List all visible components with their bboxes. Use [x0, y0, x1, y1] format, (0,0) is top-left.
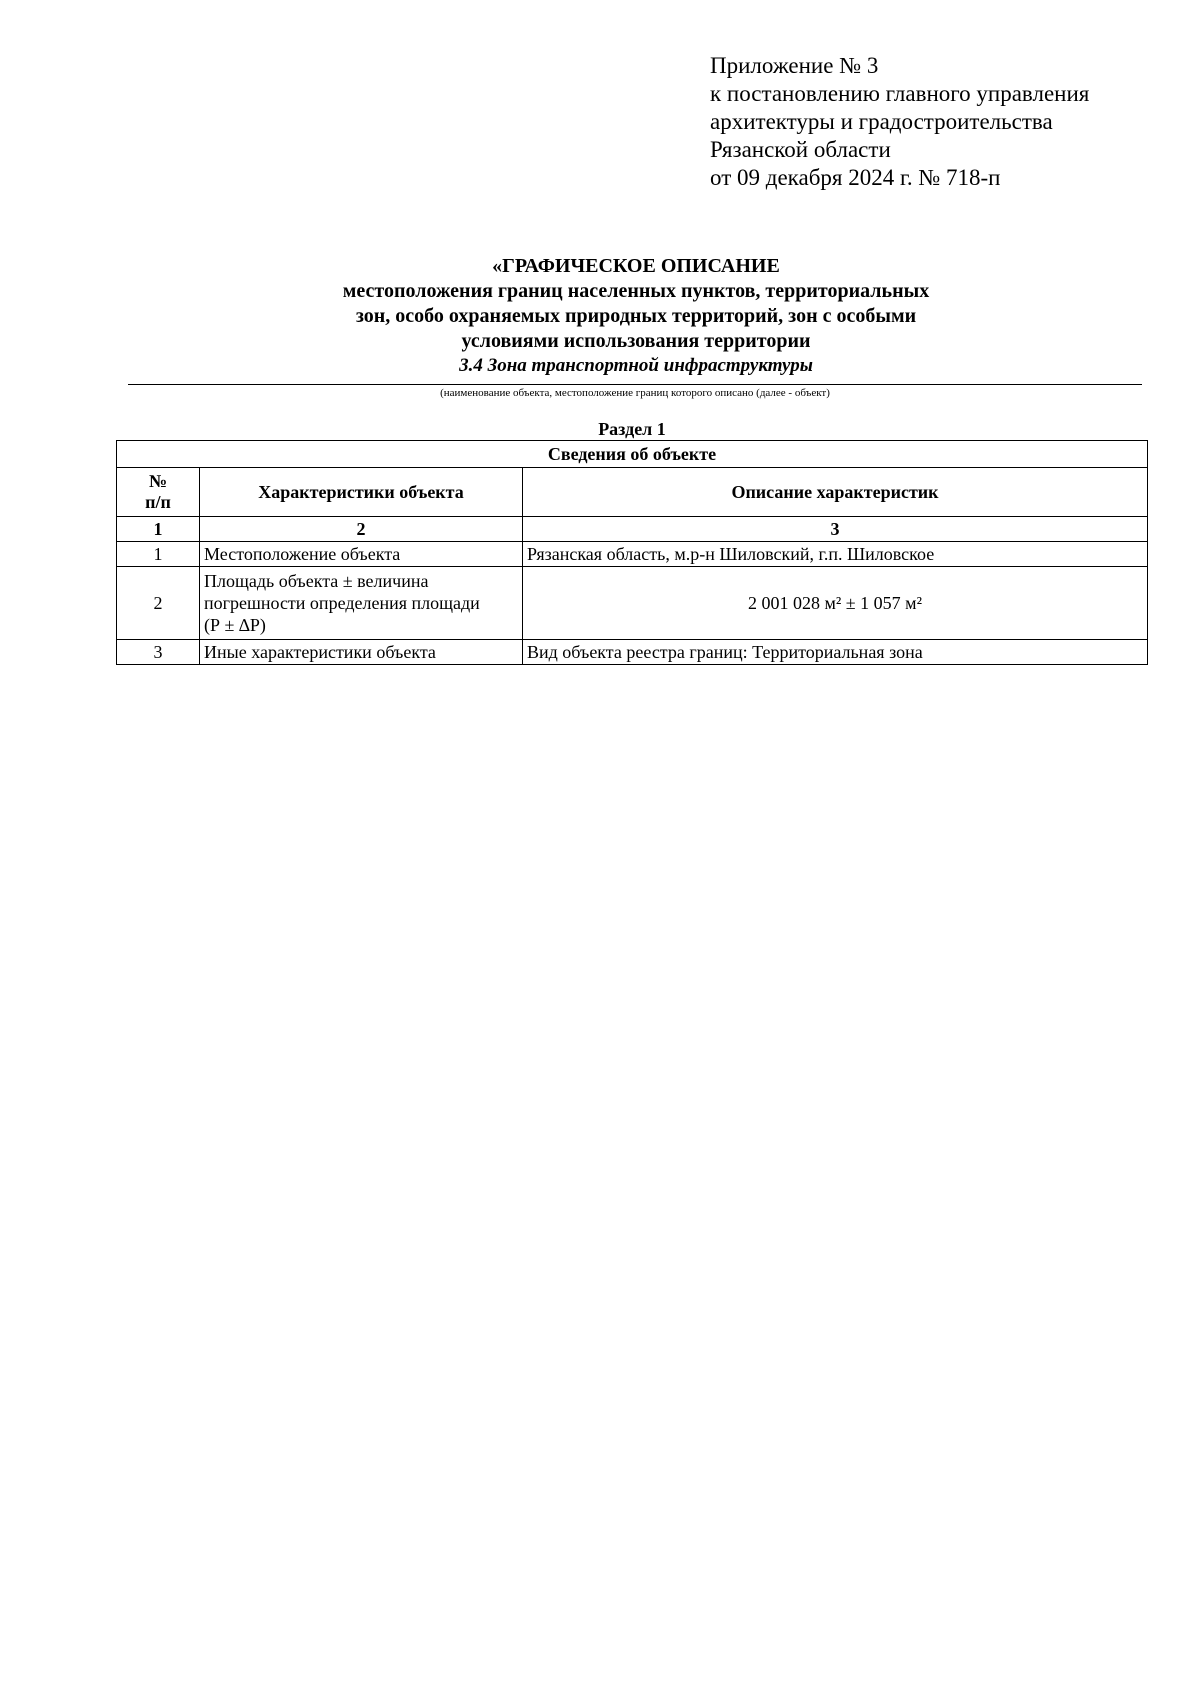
row-description: Рязанская область, м.р-н Шиловский, г.п. Шиловское [523, 542, 1148, 567]
row-description: 2 001 028 м² ± 1 057 м² [523, 567, 1148, 640]
row-characteristic [200, 567, 523, 640]
appendix-line: Рязанской области [710, 137, 891, 162]
table-header-row [117, 468, 1148, 517]
object-name-underline [128, 384, 1142, 385]
table-row [117, 567, 1148, 640]
appendix-header [710, 52, 1089, 192]
header-num [117, 468, 200, 517]
object-name-caption: (наименование объекта, местоположение границ которого описано (далее - объект) [440, 387, 830, 399]
row-characteristic: Иные характеристики объекта [200, 640, 523, 665]
header-num-line: п/п [145, 492, 171, 512]
column-index: 2 [200, 517, 523, 542]
row-description: Вид объекта реестра границ: Территориальная зона [523, 640, 1148, 665]
row-num: 3 [117, 640, 200, 665]
title-line: «ГРАФИЧЕСКОЕ ОПИСАНИЕ [492, 255, 780, 277]
column-index: 3 [523, 517, 1148, 542]
row-num: 1 [117, 542, 200, 567]
table-row [117, 542, 1148, 567]
row-characteristic-line: погрешности определения площади [204, 593, 480, 613]
header-num-line: № [148, 471, 168, 491]
row-characteristic-line: Площадь объекта ± величина [204, 571, 429, 591]
column-index: 1 [117, 517, 200, 542]
header-description: Описание характеристик [523, 468, 1148, 517]
appendix-title: Приложение № 3 [710, 53, 879, 78]
title-line: зон, особо охраняемых природных территорий, зон с особыми [355, 305, 917, 327]
document-title [120, 254, 1152, 378]
object-info-table [116, 440, 1148, 665]
appendix-date: от 09 декабря 2024 г. № 718-п [710, 165, 1001, 190]
row-characteristic-line: (Р ± ∆Р) [204, 615, 266, 635]
header-characteristic: Характеристики объекта [200, 468, 523, 517]
table-row [117, 640, 1148, 665]
title-line: местоположения границ населенных пунктов, территориальных [342, 280, 930, 302]
table-caption: Сведения об объекте [117, 441, 1148, 468]
table-caption-row [117, 441, 1148, 468]
title-line: условиями использования территории [461, 330, 811, 352]
column-index-row [117, 517, 1148, 542]
section-title: Раздел 1 [598, 419, 666, 439]
appendix-line: архитектуры и градостроительства [710, 109, 1053, 134]
row-characteristic: Местоположение объекта [200, 542, 523, 567]
object-name: 3.4 Зона транспортной инфраструктуры [459, 355, 813, 376]
row-num: 2 [117, 567, 200, 640]
appendix-line: к постановлению главного управления [710, 81, 1090, 106]
